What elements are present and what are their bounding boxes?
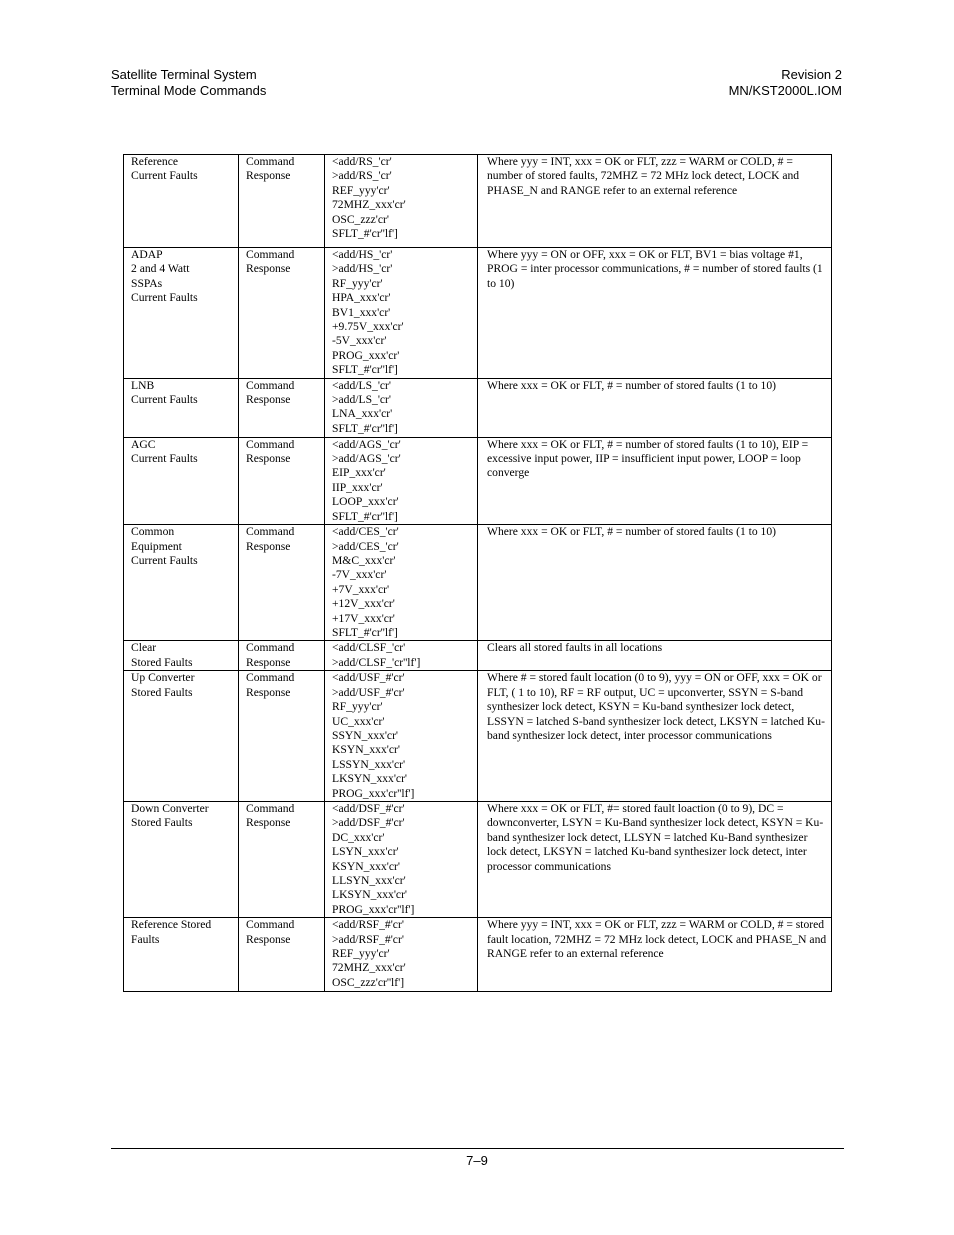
table-row [124, 918, 832, 992]
command-description-cell [478, 437, 832, 524]
command-type-cell [239, 918, 325, 992]
cell-line: SFLT_#'cr''lf'] [332, 227, 398, 241]
document-number: MN/KST2000L.IOM [728, 83, 842, 98]
cell-line: <add/USF_#'cr' [332, 671, 405, 685]
cell-line: Up Converter [131, 671, 195, 685]
cell-line: +7V_xxx'cr' [332, 582, 390, 596]
cell-line: >add/RSF_#'cr' [332, 932, 404, 946]
cell-line: Reference [131, 155, 178, 168]
table-row [124, 155, 832, 248]
command-name-cell [124, 248, 239, 379]
table-row [124, 525, 832, 641]
cell-line: >add/DSF_#'cr' [332, 816, 405, 830]
cell-line: +9.75V_xxx'cr' [332, 320, 404, 334]
cell-line: BV1_xxx'cr' [332, 305, 391, 319]
cell-line: >add/USF_#'cr' [332, 685, 405, 699]
cell-line: SSPAs [131, 276, 163, 290]
cell-line: SFLT_#'cr''lf'] [332, 625, 398, 639]
cell-line: <add/RSF_#'cr' [332, 918, 404, 932]
cell-line: Command [246, 671, 295, 685]
cell-line: <add/LS_'cr' [332, 378, 392, 392]
command-description-cell [478, 378, 832, 437]
cell-line: 2 and 4 Watt [131, 262, 190, 276]
cell-line: <add/AGS_'cr' [332, 437, 401, 451]
command-table [123, 154, 832, 992]
command-syntax-cell [325, 378, 478, 437]
cell-line: +12V_xxx'cr' [332, 597, 395, 611]
footer-divider [111, 1148, 844, 1149]
cell-line: Command [246, 378, 295, 392]
cell-line: SFLT_#'cr''lf'] [332, 421, 398, 435]
cell-line: Response [246, 932, 291, 946]
command-description-cell [478, 671, 832, 802]
running-header-right [729, 67, 842, 99]
cell-line: Command [246, 641, 295, 655]
cell-line: UC_xxx'cr' [332, 714, 385, 728]
cell-line: LNB [131, 378, 155, 392]
command-name-cell [124, 525, 239, 641]
cell-line: ADAP [131, 248, 163, 261]
cell-line: Command [246, 155, 295, 168]
cell-line: LSYN_xxx'cr' [332, 845, 399, 859]
description-text: Where xxx = OK or FLT, # = number of stored faults (1 to 10), EIP = excessive input power, IIP = insufficient input power, LOOP = loop converge [487, 437, 809, 480]
table-row [124, 641, 832, 671]
cell-line: SFLT_#'cr''lf'] [332, 363, 398, 377]
command-description-cell [478, 525, 832, 641]
description-text: Where yyy = INT, xxx = OK or FLT, zzz = WARM or COLD, # = stored fault location, 72MHZ = 72 MHz lock detect, LOCK and PHASE_N and RANGE refer to an external reference [487, 918, 827, 961]
table-row [124, 248, 832, 379]
cell-line: Current Faults [131, 553, 198, 567]
cell-line: Command [246, 918, 295, 932]
command-syntax-cell [325, 525, 478, 641]
cell-line: Response [246, 655, 291, 669]
cell-line: <add/DSF_#'cr' [332, 802, 405, 815]
command-type-cell [239, 671, 325, 802]
cell-line: Equipment [131, 539, 182, 553]
cell-line: PROG_xxx'cr' [332, 348, 400, 362]
cell-line: >add/LS_'cr' [332, 393, 392, 407]
cell-line: RF_yyy'cr' [332, 700, 383, 714]
command-syntax-cell [325, 248, 478, 379]
revision-label: Revision 2 [781, 67, 842, 82]
cell-line: -5V_xxx'cr' [332, 334, 387, 348]
command-type-cell [239, 641, 325, 671]
cell-line: REF_yyy'cr' [332, 947, 390, 961]
description-text: Where yyy = ON or OFF, xxx = OK or FLT, BV1 = bias voltage #1, PROG = inter processor communications, # = number of stored faults (1 to 10) [487, 248, 823, 290]
description-text: Where # = stored fault location (0 to 9), yyy = ON or OFF, xxx = OK or FLT, ( 1 to 10), RF = RF output, UC = upconverter, SSYN = S-band synthesizer lock detect, KSYN = Ku-band synthesizer lock detect, LSSYN = latched S-band synthesizer lock detect, LKSYN = latched Ku-band synthesizer lock detect, inter processor communications [487, 671, 825, 742]
command-name-cell [124, 437, 239, 524]
section-title: Terminal Mode Commands [111, 83, 267, 98]
command-type-cell [239, 802, 325, 918]
cell-line: LKSYN_xxx'cr' [332, 772, 408, 786]
command-type-cell [239, 248, 325, 379]
cell-line: REF_yyy'cr' [332, 183, 390, 197]
command-syntax-cell [325, 918, 478, 992]
cell-line: 72MHZ_xxx'cr' [332, 961, 406, 975]
cell-line: Response [246, 685, 291, 699]
command-table-body [124, 155, 832, 992]
cell-line: >add/AGS_'cr' [332, 452, 401, 466]
cell-line: SSYN_xxx'cr' [332, 728, 399, 742]
description-text: Where xxx = OK or FLT, # = number of stored faults (1 to 10) [487, 525, 777, 539]
cell-line: OSC_zzz'cr''lf'] [332, 975, 405, 989]
command-name-cell [124, 155, 239, 248]
cell-line: DC_xxx'cr' [332, 830, 385, 844]
cell-line: Current Faults [131, 452, 198, 466]
description-text: Clears all stored faults in all locations [487, 641, 663, 655]
document-title: Satellite Terminal System [111, 67, 257, 82]
cell-line: <add/CLSF_'cr' [332, 641, 406, 655]
cell-line: Response [246, 393, 291, 407]
command-syntax-cell [325, 155, 478, 248]
cell-line: Response [246, 262, 291, 276]
command-type-cell [239, 378, 325, 437]
cell-line: Command [246, 802, 295, 815]
cell-line: Current Faults [131, 393, 198, 407]
page-number: 7–9 [466, 1153, 488, 1168]
command-name-cell [124, 378, 239, 437]
cell-line: LNA_xxx'cr' [332, 407, 393, 421]
cell-line: HPA_xxx'cr' [332, 291, 391, 305]
cell-line: IIP_xxx'cr' [332, 480, 383, 494]
cell-line: >add/HS_'cr' [332, 262, 393, 276]
command-type-cell [239, 437, 325, 524]
cell-line: Response [246, 452, 291, 466]
command-syntax-cell [325, 437, 478, 524]
cell-line: Stored Faults [131, 685, 193, 699]
cell-line: KSYN_xxx'cr' [332, 743, 400, 757]
cell-line: Stored Faults [131, 655, 193, 669]
cell-line: Common [131, 525, 175, 539]
command-name-cell [124, 802, 239, 918]
cell-line: Response [246, 169, 291, 183]
cell-line: Current Faults [131, 291, 198, 305]
running-header-left [111, 67, 266, 99]
command-syntax-cell [325, 671, 478, 802]
command-description-cell [478, 802, 832, 918]
table-row [124, 671, 832, 802]
cell-line: LSSYN_xxx'cr' [332, 757, 406, 771]
cell-line: SFLT_#'cr''lf'] [332, 509, 398, 523]
command-name-cell [124, 671, 239, 802]
cell-line: <add/HS_'cr' [332, 248, 393, 261]
cell-line: <add/CES_'cr' [332, 525, 399, 539]
cell-line: Reference Stored [131, 918, 212, 932]
command-type-cell [239, 525, 325, 641]
command-name-cell [124, 641, 239, 671]
cell-line: Current Faults [131, 169, 198, 183]
command-syntax-cell [325, 641, 478, 671]
cell-line: LLSYN_xxx'cr' [332, 874, 406, 888]
cell-line: LOOP_xxx'cr' [332, 495, 399, 509]
cell-line: Response [246, 539, 291, 553]
cell-line: PROG_xxx'cr''lf'] [332, 902, 415, 916]
cell-line: Command [246, 248, 295, 261]
cell-line: >add/RS_'cr' [332, 169, 392, 183]
cell-line: EIP_xxx'cr' [332, 466, 386, 480]
cell-line: AGC [131, 437, 156, 451]
table-row [124, 437, 832, 524]
cell-line: >add/CES_'cr' [332, 539, 399, 553]
cell-line: +17V_xxx'cr' [332, 611, 395, 625]
cell-line: RF_yyy'cr' [332, 276, 383, 290]
command-syntax-cell [325, 802, 478, 918]
command-type-cell [239, 155, 325, 248]
table-row [124, 378, 832, 437]
cell-line: Down Converter [131, 802, 209, 815]
table-row [124, 802, 832, 918]
description-text: Where xxx = OK or FLT, #= stored fault loaction (0 to 9), DC = downconverter, LSYN = Ku-Band synthesizer lock detect, KSYN = Ku-band synthesizer lock detect, LLSYN = latched Ku-Band synthesizer lock detect, LKSYN = latched Ku-band synthesizer lock detect, inter processor communications [487, 802, 824, 873]
cell-line: KSYN_xxx'cr' [332, 859, 400, 873]
cell-line: Command [246, 525, 295, 539]
command-description-cell [478, 641, 832, 671]
cell-line: -7V_xxx'cr' [332, 568, 387, 582]
cell-line: LKSYN_xxx'cr' [332, 888, 408, 902]
cell-line: >add/CLSF_'cr''lf'] [332, 655, 421, 669]
command-name-cell [124, 918, 239, 992]
cell-line: Stored Faults [131, 816, 193, 830]
command-description-cell [478, 248, 832, 379]
cell-line: <add/RS_'cr' [332, 155, 392, 168]
cell-line: Response [246, 816, 291, 830]
command-description-cell [478, 918, 832, 992]
description-text: Where xxx = OK or FLT, # = number of stored faults (1 to 10) [487, 378, 777, 392]
description-text: Where yyy = INT, xxx = OK or FLT, zzz = WARM or COLD, # = number of stored faults, 72MHZ = 72 MHz lock detect, LOCK and PHASE_N and RANGE refer to an external reference [487, 155, 800, 197]
cell-line: M&C_xxx'cr' [332, 553, 396, 567]
command-description-cell [478, 155, 832, 248]
cell-line: Faults [131, 932, 160, 946]
cell-line: PROG_xxx'cr''lf'] [332, 786, 415, 800]
cell-line: Command [246, 437, 295, 451]
cell-line: 72MHZ_xxx'cr' [332, 198, 406, 212]
cell-line: Clear [131, 641, 157, 655]
cell-line: OSC_zzz'cr' [332, 212, 389, 226]
